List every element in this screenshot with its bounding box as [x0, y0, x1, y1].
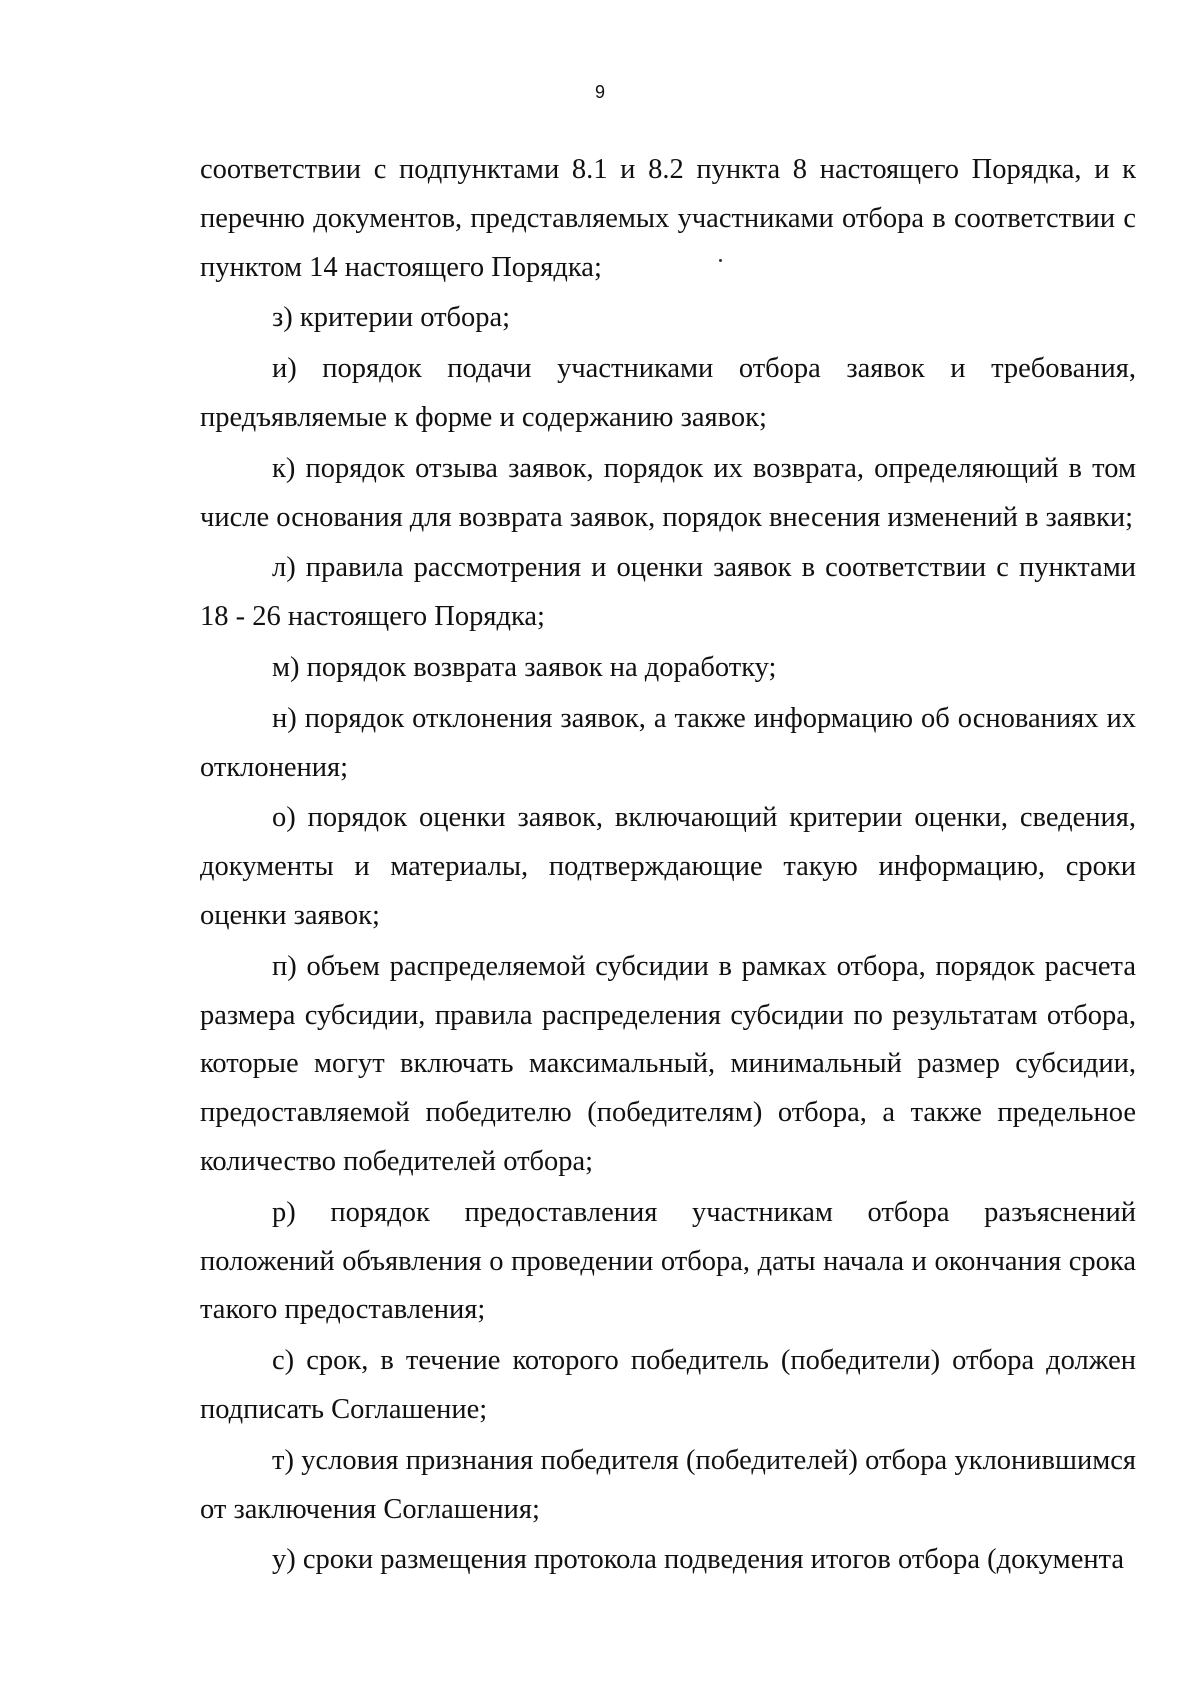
paragraph-item-i: и) порядок подачи участниками отбора заявок и требования, предъявляемые к форме и содержанию заявок;	[200, 353, 1136, 433]
document-body	[200, 146, 1136, 1587]
paragraph-item-o: о) порядок оценки заявок, включающий критерии оценки, сведения, документы и материалы, подтверждающие такую информацию, сроки оценки заявок;	[200, 802, 1136, 931]
paragraph-item-n: н) порядок отклонения заявок, а также информацию об основаниях их отклонения;	[200, 702, 1136, 783]
paragraph-item-t: т) условия признания победителя (победителей) отбора уклонившимся от заключения Соглашения;	[200, 1444, 1136, 1525]
paragraph-item-l: л) правила рассмотрения и оценки заявок в соответствии с пунктами 18 - 26 настоящего Порядка;	[200, 552, 1136, 633]
paragraph-item-z: з) критерии отбора;	[272, 302, 511, 334]
paragraph-item-r: р) порядок предоставления участникам отбора разъяснений положений объявления о проведении отбора, даты начала и окончания срока такого предоставления;	[200, 1196, 1136, 1326]
paragraph-item-u: у) сроки размещения протокола подведения итогов отбора (документа	[272, 1544, 1125, 1576]
paragraph-item-s: с) срок, в течение которого победитель (победители) отбора должен подписать Соглашение;	[200, 1345, 1136, 1425]
paragraph-item-k: к) порядок отзыва заявок, порядок их возврата, определяющий в том числе основания для возврата заявок, порядок внесения изменений в заявки;	[200, 452, 1136, 533]
paragraph-item-m: м) порядок возврата заявок на доработку;	[272, 651, 777, 683]
page-number: 9	[594, 82, 605, 102]
paragraph-continuation: соответствии с подпунктами 8.1 и 8.2 пункта 8 настоящего Порядка, и к перечню документов, представляемых участниками отбора в соответствии с пунктом 14 настоящего Порядка;	[200, 154, 1136, 283]
paragraph-item-p: п) объем распределяемой субсидии в рамках отбора, порядок расчета размера субсидии, правила распределения субсидии по результатам отбора, которые могут включать максимальный, минимальный размер субсидии, предоставляемой победителю (победителям) отбора, а также предельное количество победителей отбора;	[200, 950, 1136, 1177]
